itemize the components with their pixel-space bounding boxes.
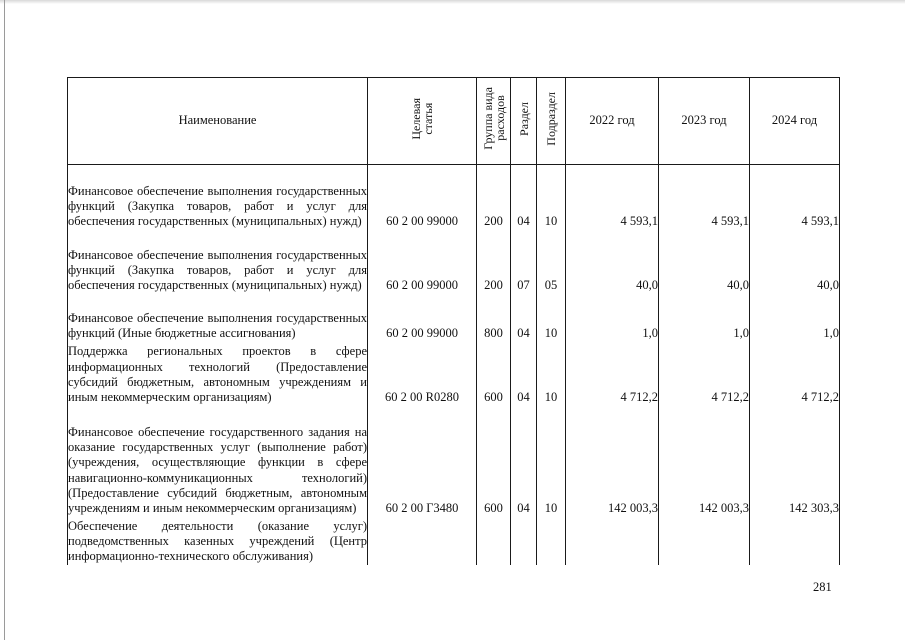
row-group xyxy=(477,517,511,565)
row-value-2023 xyxy=(659,517,750,565)
table-row xyxy=(68,230,840,294)
row-section: 07 xyxy=(511,230,537,294)
header-2024: 2024 год xyxy=(750,78,840,165)
row-name: Финансовое обеспечение выполнения государственных функций (Иные бюджетные ассигнования) xyxy=(68,294,368,342)
row-value-2024: 4 712,2 xyxy=(750,342,840,406)
budget-table xyxy=(67,77,840,565)
row-name: Финансовое обеспечение выполнения государственных функций (Закупка товаров, работ и услуг для обеспечения государственных (муниципальных) нужд) xyxy=(68,230,368,294)
row-subsection: 10 xyxy=(537,165,566,230)
row-subsection: 10 xyxy=(537,294,566,342)
row-value-2024: 4 593,1 xyxy=(750,165,840,230)
header-2023: 2023 год xyxy=(659,78,750,165)
row-name: Поддержка региональных проектов в сфере информационных технологий (Предоставление субсидий бюджетным, автономным учреждениям и иным некоммерческим организациям) xyxy=(68,342,368,406)
row-value-2024 xyxy=(750,517,840,565)
row-value-2023: 4 593,1 xyxy=(659,165,750,230)
header-expense-group: Группа вида расходов xyxy=(477,78,511,165)
row-group: 600 xyxy=(477,406,511,517)
row-value-2023: 142 003,3 xyxy=(659,406,750,517)
row-article: 60 2 00 99000 xyxy=(368,294,477,342)
row-subsection: 10 xyxy=(537,406,566,517)
row-value-2023: 40,0 xyxy=(659,230,750,294)
row-value-2022 xyxy=(566,517,659,565)
table-row xyxy=(68,294,840,342)
page-number: 281 xyxy=(813,580,832,594)
row-group: 800 xyxy=(477,294,511,342)
scan-edge-line xyxy=(4,0,5,640)
row-value-2023: 1,0 xyxy=(659,294,750,342)
row-value-2022: 40,0 xyxy=(566,230,659,294)
row-section: 04 xyxy=(511,294,537,342)
row-name: Обеспечение деятельности (оказание услуг) подведомственных казенных учреждений (Центр информационно-технического обслуживания) xyxy=(68,517,368,565)
row-article: 60 2 00 99000 xyxy=(368,230,477,294)
row-group: 600 xyxy=(477,342,511,406)
row-subsection xyxy=(537,517,566,565)
row-subsection: 05 xyxy=(537,230,566,294)
table-row xyxy=(68,517,840,565)
row-section: 04 xyxy=(511,406,537,517)
row-value-2024: 40,0 xyxy=(750,230,840,294)
row-section: 04 xyxy=(511,342,537,406)
table-row xyxy=(68,165,840,230)
header-row xyxy=(68,78,840,165)
header-section: Раздел xyxy=(511,78,537,165)
row-article: 60 2 00 R0280 xyxy=(368,342,477,406)
row-value-2022: 4 593,1 xyxy=(566,165,659,230)
scan-shadow-top xyxy=(0,0,905,4)
row-value-2022: 142 003,3 xyxy=(566,406,659,517)
row-subsection: 10 xyxy=(537,342,566,406)
row-article: 60 2 00 Г3480 xyxy=(368,406,477,517)
header-subsection: Подраздел xyxy=(537,78,566,165)
row-value-2024: 142 303,3 xyxy=(750,406,840,517)
row-article xyxy=(368,517,477,565)
row-section xyxy=(511,517,537,565)
header-2022: 2022 год xyxy=(566,78,659,165)
row-value-2023: 4 712,2 xyxy=(659,342,750,406)
row-section: 04 xyxy=(511,165,537,230)
row-name: Финансовое обеспечение выполнения государственных функций (Закупка товаров, работ и услуг для обеспечения государственных (муниципальных) нужд) xyxy=(68,165,368,230)
header-target-article: Целевая статья xyxy=(368,78,477,165)
row-group: 200 xyxy=(477,165,511,230)
table-row xyxy=(68,406,840,517)
row-value-2022: 1,0 xyxy=(566,294,659,342)
row-group: 200 xyxy=(477,230,511,294)
row-name: Финансовое обеспечение государственного задания на оказание государственных услуг (выполнение работ) (учреждения, осуществляющие функции в сфере навигационно-коммуникационных технологий) (Предоставление субсидий бюджетным, автономным учреждениям и иным некоммерческим организациям) xyxy=(68,406,368,517)
row-article: 60 2 00 99000 xyxy=(368,165,477,230)
row-value-2024: 1,0 xyxy=(750,294,840,342)
header-name: Наименование xyxy=(68,78,368,165)
row-value-2022: 4 712,2 xyxy=(566,342,659,406)
table-row xyxy=(68,342,840,406)
